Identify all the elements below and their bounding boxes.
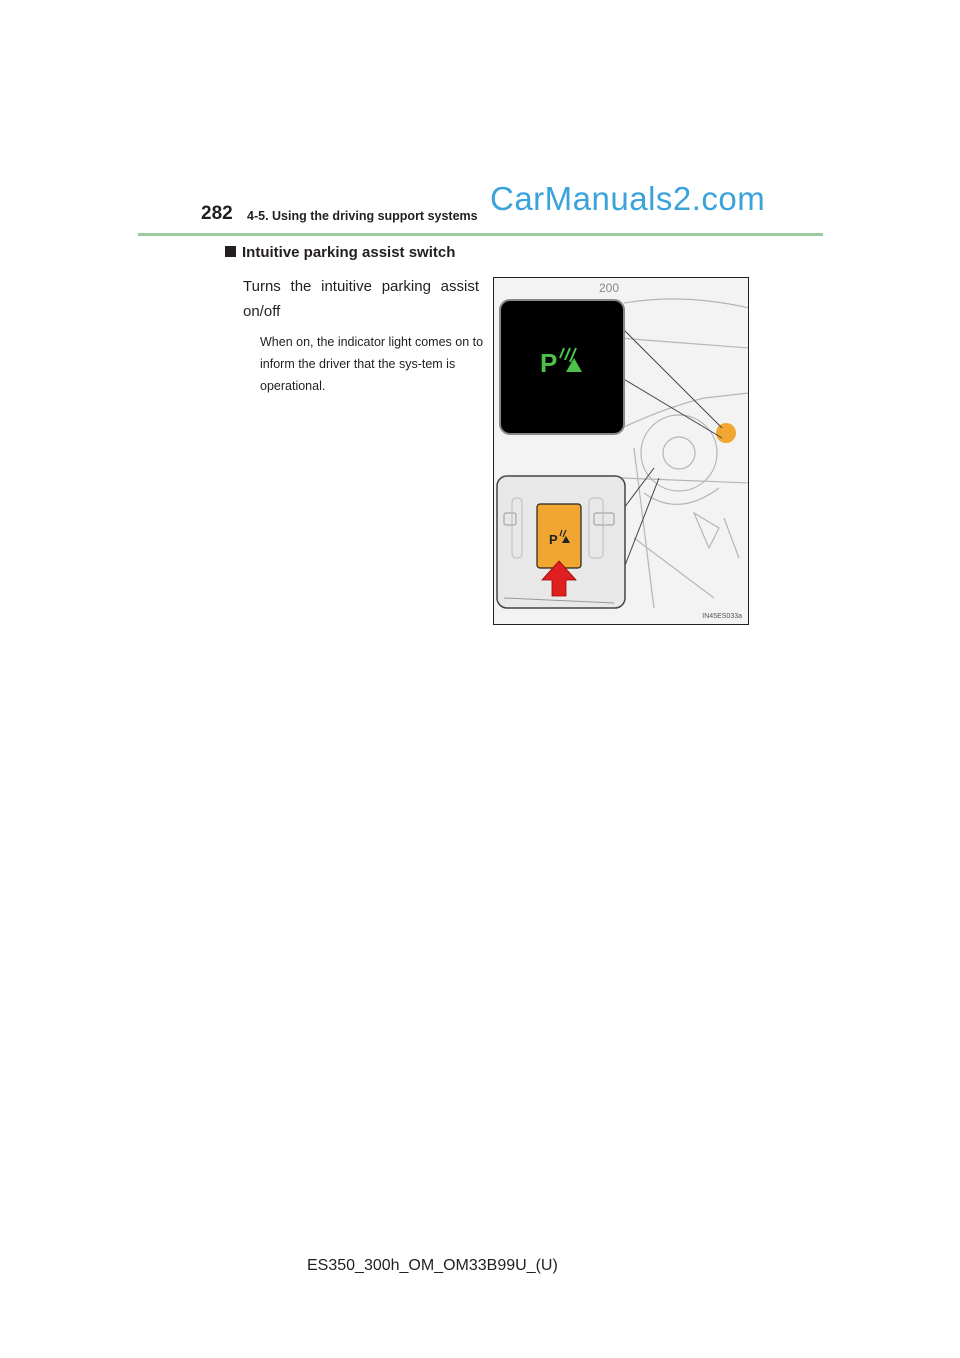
header-rule — [138, 233, 823, 236]
figure-code: IN45ES033a — [702, 613, 742, 620]
parking-assist-indicator-icon: P — [540, 348, 558, 378]
body-text: Turns the intuitive parking assist on/off — [243, 278, 479, 320]
footer-doc-id: ES350_300h_OM_OM33B99U_(U) — [307, 1257, 558, 1274]
watermark: CarManuals2.com — [490, 180, 766, 217]
heading-text: Intuitive parking assist switch — [242, 244, 456, 261]
parking-assist-switch — [537, 504, 581, 568]
meter-display — [500, 300, 624, 434]
square-bullet-icon — [225, 246, 236, 257]
switch-figure — [493, 277, 749, 625]
note-text: When on, the indicator light comes on to inform the driver that the sys-tem is operational. — [260, 335, 484, 393]
switch-p-icon: P — [549, 532, 558, 547]
heading — [225, 244, 455, 261]
page-number: 282 — [201, 203, 233, 224]
svg-text:200: 200 — [599, 281, 620, 295]
dashboard-illustration — [494, 278, 749, 625]
section-title: 4-5. Using the driving support systems — [247, 209, 478, 223]
indicator-location-marker — [716, 423, 736, 443]
